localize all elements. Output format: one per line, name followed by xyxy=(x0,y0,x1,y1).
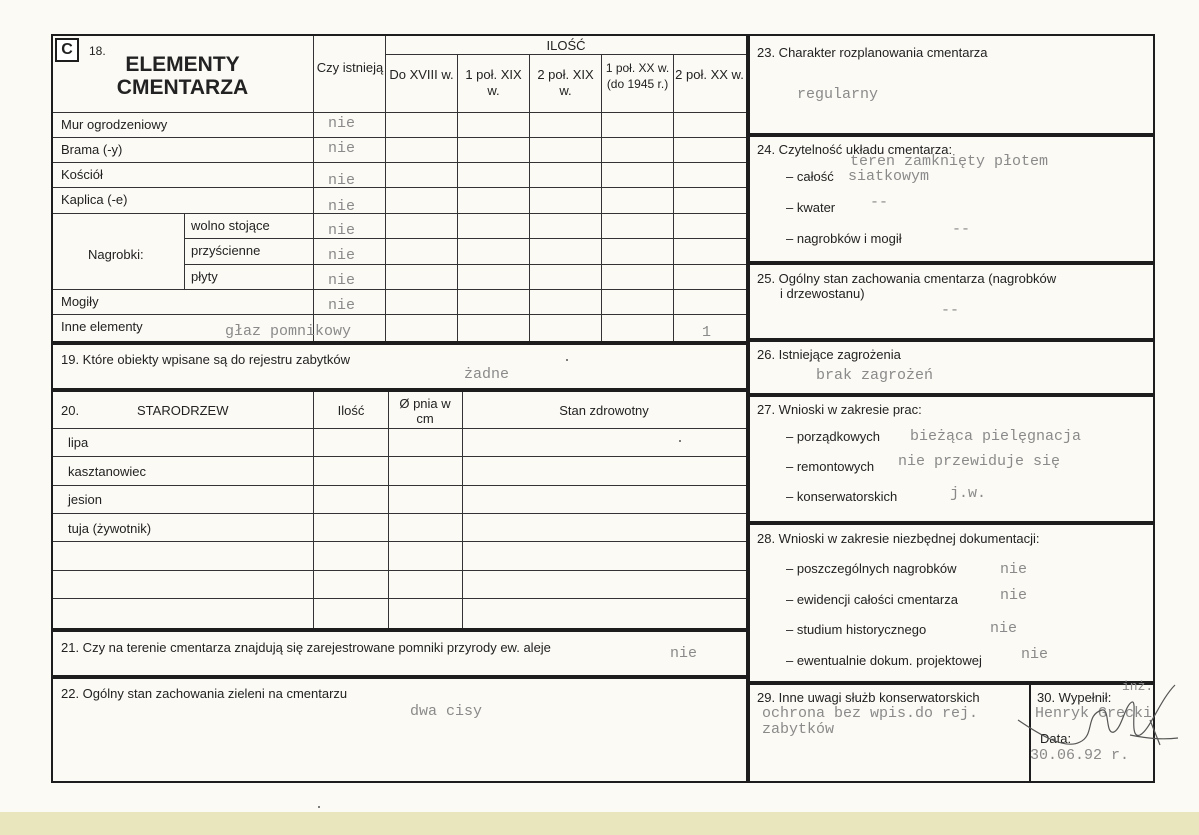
tree-name: jesion xyxy=(68,492,102,507)
q24-kwater-label: – kwater xyxy=(786,200,836,215)
divider xyxy=(313,36,314,341)
row-label: wolno stojące xyxy=(191,218,270,233)
col-header: Do XVIII w. xyxy=(389,67,454,82)
q27-item-label: – konserwatorskich xyxy=(786,489,898,504)
row-line xyxy=(53,428,746,429)
typed-value: nie xyxy=(328,115,356,132)
typed-value: nie xyxy=(328,198,356,215)
q23-value: regularny xyxy=(797,86,879,103)
q24-calosc-label: – całość xyxy=(786,169,834,184)
row-label: Mogiły xyxy=(61,294,99,309)
row-line xyxy=(53,570,746,571)
q24-calosc-value: siatkowym xyxy=(848,168,930,185)
speck xyxy=(318,806,320,808)
typed-value: nie xyxy=(328,222,356,239)
q28-item-label: – studium historycznego xyxy=(786,622,927,637)
q30-title: inż. xyxy=(1122,679,1154,694)
q24-kwater-value: -- xyxy=(870,194,889,211)
section-letter: C xyxy=(55,38,79,62)
q28-item-value: nie xyxy=(1000,587,1028,604)
q27-item-value: j.w. xyxy=(950,485,987,502)
col-header: 2 poł. XIX w. xyxy=(537,67,594,98)
section-title-line1: ELEMENTY xyxy=(125,53,240,76)
speck xyxy=(566,359,568,361)
row-line xyxy=(53,137,746,138)
typed-value: głaz pomnikowy xyxy=(225,323,352,340)
row-label: przyścienne xyxy=(191,243,261,258)
tree-name: tuja (żywotnik) xyxy=(68,521,152,536)
row-line xyxy=(53,213,746,214)
q21-label: 21. Czy na terenie cmentarza znajdują się zarejestrowane pomniki przyrody ew. aleje xyxy=(61,640,551,655)
q19-label: 19. Które obiekty wpisane są do rejestru zabytków xyxy=(61,352,351,367)
q23-label: 23. Charakter rozplanowania cmentarza xyxy=(757,45,988,60)
row-line xyxy=(53,541,746,542)
typed-value: nie xyxy=(328,140,356,157)
q19-value: żadne xyxy=(464,366,510,383)
q25-value: -- xyxy=(941,302,960,319)
q20-table xyxy=(51,390,748,630)
speck xyxy=(679,440,681,442)
q27-label: 27. Wnioski w zakresie prac: xyxy=(757,402,922,417)
q27-item-label: – remontowych xyxy=(786,459,875,474)
typed-value: nie xyxy=(328,297,356,314)
tree-name: lipa xyxy=(68,435,89,450)
q22-label: 22. Ogólny stan zachowania zieleni na cmentarzu xyxy=(61,686,348,701)
q21-value: nie xyxy=(670,645,698,662)
divider xyxy=(184,213,185,290)
q20-number: 20. xyxy=(61,403,80,418)
divider xyxy=(601,54,602,341)
row-line xyxy=(53,162,746,163)
czy-istnieja-header: Czy istnieją xyxy=(316,60,384,75)
row-line xyxy=(53,289,746,290)
q20-pien-header: Ø pnia w cm xyxy=(399,396,451,426)
col-header: 2 poł. XX w. xyxy=(675,67,744,82)
row-line xyxy=(53,513,746,514)
q26-value: brak zagrożeń xyxy=(816,367,934,384)
q24-label: 24. Czytelność układu cmentarza: xyxy=(757,142,953,157)
row-line xyxy=(53,112,746,113)
divider xyxy=(673,54,674,341)
row-label: płyty xyxy=(191,269,218,284)
q27-item-value: nie przewiduje się xyxy=(898,453,1061,470)
tree-name: kasztanowiec xyxy=(68,464,147,479)
row-line xyxy=(53,598,746,599)
q20-stan-header: Stan zdrowotny xyxy=(559,403,649,418)
typed-value: nie xyxy=(328,272,356,289)
q22-value: dwa cisy xyxy=(410,703,483,720)
divider xyxy=(385,54,746,55)
col-header: 1 poł. XIX w. xyxy=(465,67,522,98)
q27-item-value: bieżąca pielęgnacja xyxy=(910,428,1082,445)
q25-label-line1: 25. Ogólny stan zachowania cmentarza (nagrobków xyxy=(757,271,1057,286)
card-bottom-edge xyxy=(0,812,1199,835)
row-label: Inne elementy xyxy=(61,319,143,334)
q28-item-label: – ewentualnie dokum. projektowej xyxy=(786,653,982,668)
q26-label: 26. Istniejące zagrożenia xyxy=(757,347,901,362)
q28-item-label: – poszczególnych nagrobków xyxy=(786,561,957,576)
row-line xyxy=(53,485,746,486)
section-number: 18. xyxy=(89,44,106,58)
nagrobki-label: Nagrobki: xyxy=(88,247,144,262)
typed-count: 1 xyxy=(702,324,712,341)
handwritten-signature xyxy=(1010,680,1190,760)
row-line xyxy=(184,264,746,265)
section-title-line2: CMENTARZA xyxy=(116,76,249,99)
q29-label: 29. Inne uwagi służb konserwatorskich xyxy=(757,690,980,705)
row-line xyxy=(53,314,746,315)
q28-item-label: – ewidencji całości cmentarza xyxy=(786,592,958,607)
q29-value-line2: zabytków xyxy=(762,721,835,738)
row-line xyxy=(53,456,746,457)
q24-nagrobkow-value: -- xyxy=(952,221,971,238)
row-label: Kościół xyxy=(61,167,103,182)
q20-ilosc-header: Ilość xyxy=(337,403,365,418)
q30-data-label: Data: xyxy=(1040,731,1072,746)
row-line xyxy=(53,187,746,188)
typed-value: nie xyxy=(328,247,356,264)
typed-value: nie xyxy=(328,172,356,189)
q28-item-value: nie xyxy=(1000,561,1028,578)
row-label: Mur ogrodzeniowy xyxy=(61,117,168,132)
q24-note: teren zamknięty płotem xyxy=(850,153,1049,170)
row-label: Kaplica (-e) xyxy=(61,192,128,207)
q25-label-line2: i drzewostanu) xyxy=(780,286,865,301)
q28-item-value: nie xyxy=(990,620,1018,637)
q20-title: STARODRZEW xyxy=(137,403,229,418)
row-label: Brama (-y) xyxy=(61,142,123,157)
q27-item-label: – porządkowych xyxy=(786,429,880,444)
ilosc-header: ILOŚĆ xyxy=(546,38,586,53)
col-header: 1 poł. XX w. (do 1945 r.) xyxy=(605,61,670,91)
row-line xyxy=(184,238,746,239)
q28-item-value: nie xyxy=(1021,646,1049,663)
q30-label: 30. Wypełnił: xyxy=(1037,690,1112,705)
q29-value-line1: ochrona bez wpis.do rej. xyxy=(762,705,979,722)
q30-date: 30.06.92 r. xyxy=(1030,747,1130,764)
q28-label: 28. Wnioski w zakresie niezbędnej dokumentacji: xyxy=(757,531,1040,546)
q30-name: Henryk Grecki xyxy=(1035,705,1153,722)
q24-nagrobkow-label: – nagrobków i mogił xyxy=(786,231,902,246)
